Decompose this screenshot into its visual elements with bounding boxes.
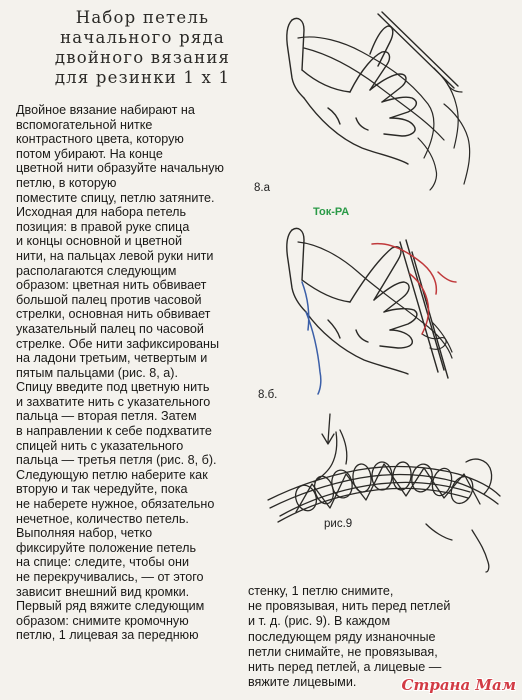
text-line: стрелке. Обе нити зафиксированы [16,336,220,351]
figure-8b-illustration [262,222,484,394]
title-line: двойного вязания [54,48,231,67]
text-line: образом: снимите кромочную [16,613,189,628]
text-line: позиция: в правой руке спица [16,219,190,234]
text-line: располагаются следующим [16,263,177,278]
text-line: пятым пальцами (рис. 8, а). [16,365,178,380]
text-line: Исходная для набора петель [16,205,187,220]
text-line: вяжите лицевыми. [248,675,357,690]
title-line: для резинки 1 х 1 [54,68,231,87]
text-line: петлю, 1 лицевая за переднюю [16,628,199,643]
page-title [30,8,255,88]
text-line: последующем ряду изнаночные [248,629,436,644]
text-line: зависит внешний вид кромки. [16,584,190,599]
text-line: стенку, 1 петлю снимите, [248,584,394,598]
text-line: Двойное вязание набирают на [16,103,195,117]
title-line: Набор петель [75,8,210,27]
text-line: петли снимайте, не провязывая, [248,644,438,659]
text-line: Следующую петлю наберите как [16,467,208,482]
text-line: и концы основной и цветной [16,234,182,249]
title-line: начального ряда [60,28,225,47]
text-line: образом: цветная нить обвивает [16,278,207,293]
figure-8b-label: 8.б. [258,389,278,401]
body-text-left [16,103,242,643]
text-line: петлю, в которую [16,175,117,190]
text-line: и захватите нить с указательного [16,394,211,409]
text-line: вспомогательной нитке [16,117,153,132]
text-line: фиксируйте положение петель [16,540,197,555]
text-line: большой палец против часовой [16,292,202,307]
text-line: цветной нити образуйте начальную [16,161,224,176]
text-line: не провязывая, нить перед петлей [248,599,451,614]
text-line: вторую и так чередуйте, пока [16,482,188,497]
text-line: Выполняя набор, четко [16,526,153,541]
text-line: указательный палец по часовой [16,321,204,336]
text-line: стрелки, основная нить обвивает [16,307,211,322]
text-line: в направлении к себе подхватите [16,424,212,439]
text-line: контрастного цвета, которую [16,132,184,147]
text-line: нечетное, количество петель. [16,511,189,526]
text-line: Спицу введите под цветную нить [16,380,210,395]
text-line: на спице: следите, чтобы они [16,555,190,570]
text-line: нить перед петлей, а лицевые — [248,660,442,675]
text-line: потом убирают. На конце [16,146,163,161]
text-line: на ладони третьим, четвертым и [16,351,208,366]
figure-8a-illustration [258,8,480,193]
figure-8a-label: 8.а [254,182,270,194]
text-line: поместите спицу, петлю затяните. [16,190,215,205]
figure-9-illustration [266,412,506,572]
body-text-right [248,584,478,690]
text-line: не перекручивались, — от этого [16,570,204,584]
text-line: не наберете нужное, обязательно [16,497,215,512]
text-line: нити, на пальцах левой руки нити [16,248,214,263]
text-line: пальца — третья петля (рис. 8, б). [16,453,217,468]
text-line: и т. д. (рис. 9). В каждом [248,614,391,629]
text-line: спицей нить с указательного [16,438,184,453]
watermark-text: Ток-РА [313,206,350,218]
figure-9-label: рис.9 [324,518,353,530]
text-line: Первый ряд вяжите следующим [16,599,205,614]
site-logo-watermark: Страна Мам [401,676,516,694]
text-line: пальца — вторая петля. Затем [16,409,197,424]
